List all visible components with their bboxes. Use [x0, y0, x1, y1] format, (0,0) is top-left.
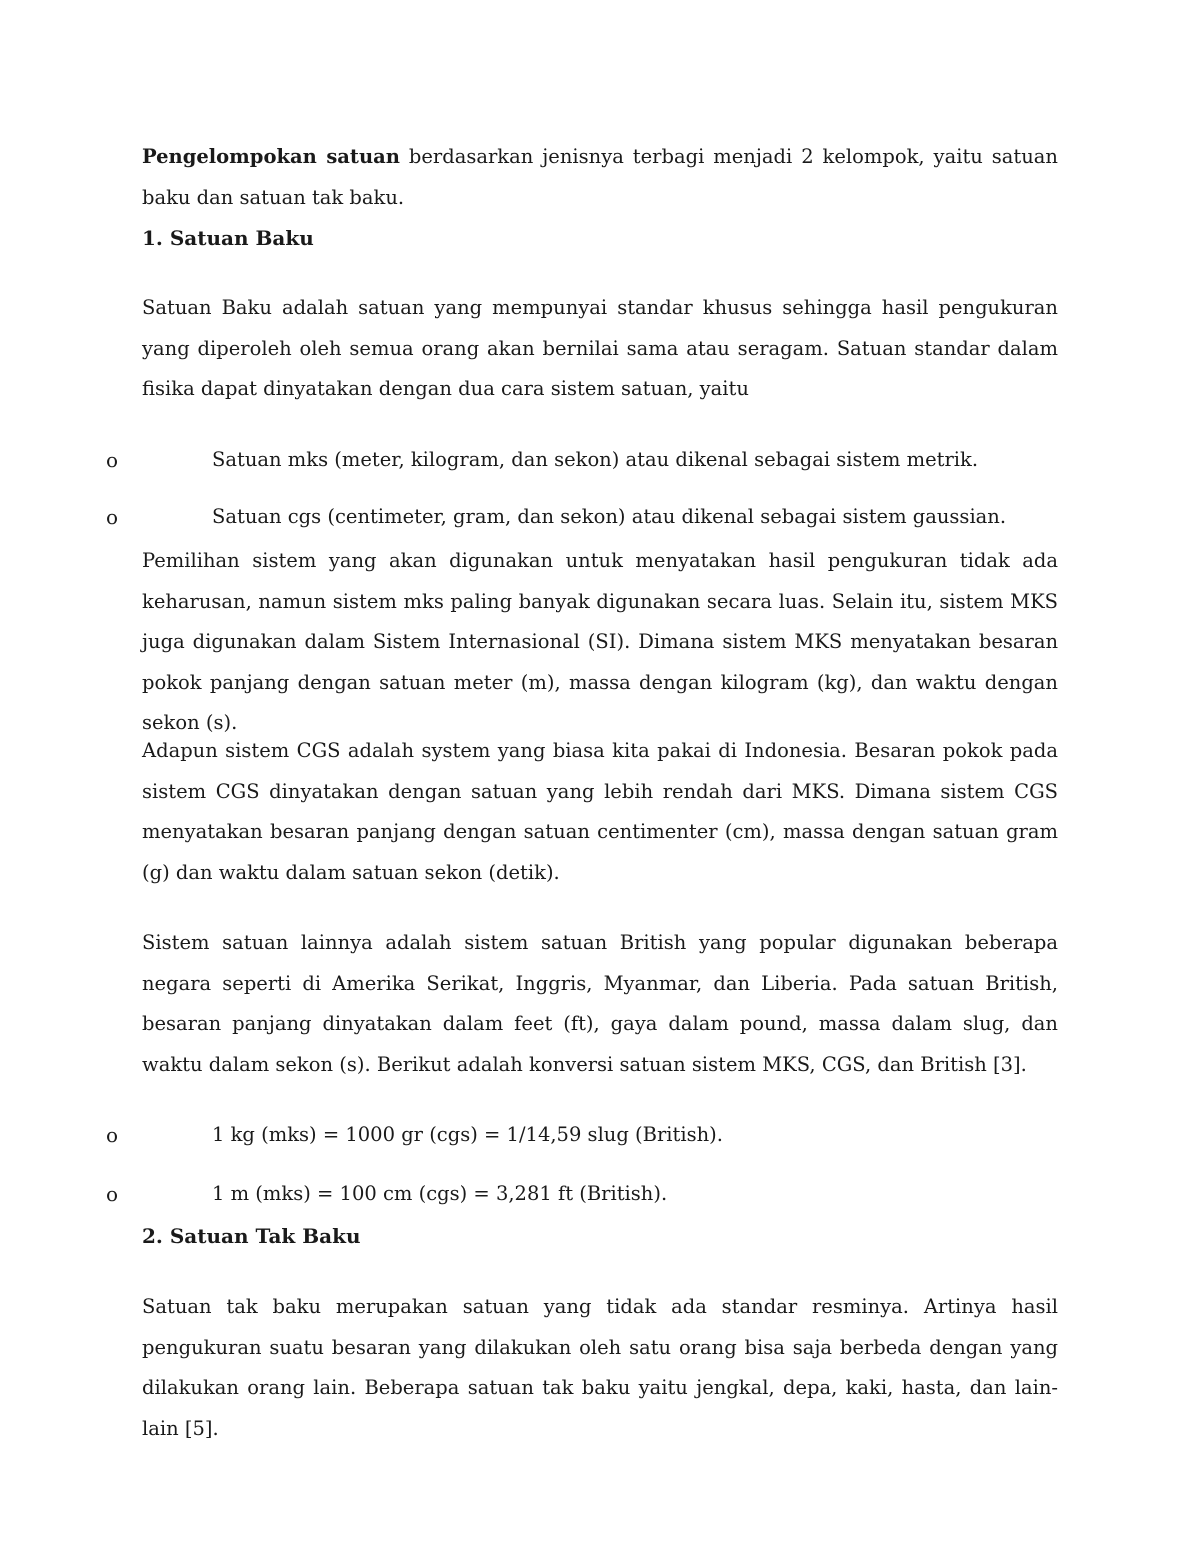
section2-heading: 2. Satuan Tak Baku	[142, 1224, 361, 1248]
section2-paragraph-1: Satuan tak baku merupakan satuan yang tidak ada standar resminya. Artinya hasil pengukuran suatu besaran yang dilakukan oleh satu orang bisa saja berbeda dengan yang dilakukan orang lain. Beberapa satuan tak baku yaitu jengkal, depa, kaki, hasta, dan lain-lain [5].	[142, 1295, 1058, 1440]
intro-paragraph	[142, 137, 1058, 218]
list-item	[0, 1174, 1200, 1214]
section1-paragraph-4: Sistem satuan lainnya adalah sistem satuan British yang popular digunakan beberapa negara seperti di Amerika Serikat, Inggris, Myanmar, dan Liberia. Pada satuan British, besaran panjang dinyatakan dalam feet (ft), gaya dalam pound, massa dalam slug, dan waktu dalam sekon (s). Berikut adalah konversi satuan sistem MKS, CGS, dan British [3].	[142, 931, 1058, 1076]
intro-text: berdasarkan jenisnya terbagi menjadi 2 kelompok, yaitu satuan baku dan satuan tak baku.	[142, 145, 1058, 209]
bullet-circle-icon: o	[106, 448, 119, 472]
section1-paragraph-2: Pemilihan sistem yang akan digunakan untuk menyatakan hasil pengukuran tidak ada keharusan, namun sistem mks paling banyak digunakan secara luas. Selain itu, sistem MKS juga digunakan dalam Sistem Internasional (SI). Dimana sistem MKS menyatakan besaran pokok panjang dengan satuan meter (m), massa dengan kilogram (kg), dan waktu dengan sekon (s).	[142, 549, 1058, 734]
bullet-circle-icon: o	[106, 505, 119, 529]
section1-paragraph-3: Adapun sistem CGS adalah system yang biasa kita pakai di Indonesia. Besaran pokok pada sistem CGS dinyatakan dengan satuan yang lebih rendah dari MKS. Dimana sistem CGS menyatakan besaran panjang dengan satuan centimenter (cm), massa dengan satuan gram (g) dan waktu dalam satuan sekon (detik).	[142, 739, 1058, 884]
bullet-circle-icon: o	[106, 1123, 119, 1147]
list-item-text: Satuan cgs (centimeter, gram, dan sekon) atau dikenal sebagai sistem gaussian.	[212, 505, 1007, 528]
list-item-text: 1 kg (mks) = 1000 gr (cgs) = 1/14,59 slug (British).	[212, 1123, 723, 1146]
bullet-circle-icon: o	[106, 1182, 119, 1206]
list-item-text: Satuan mks (meter, kilogram, dan sekon) atau dikenal sebagai sistem metrik.	[212, 448, 979, 471]
list-item	[0, 440, 1200, 480]
section1-heading: 1. Satuan Baku	[142, 226, 314, 250]
list-item	[0, 1115, 1200, 1155]
section1-paragraph-1: Satuan Baku adalah satuan yang mempunyai standar khusus sehingga hasil pengukuran yang diperoleh oleh semua orang akan bernilai sama atau seragam. Satuan standar dalam fisika dapat dinyatakan dengan dua cara sistem satuan, yaitu	[142, 296, 1058, 400]
intro-lead-bold: Pengelompokan satuan	[142, 145, 400, 168]
list-item	[0, 497, 1200, 537]
list-item-text: 1 m (mks) = 100 cm (cgs) = 3,281 ft (British).	[212, 1182, 668, 1205]
